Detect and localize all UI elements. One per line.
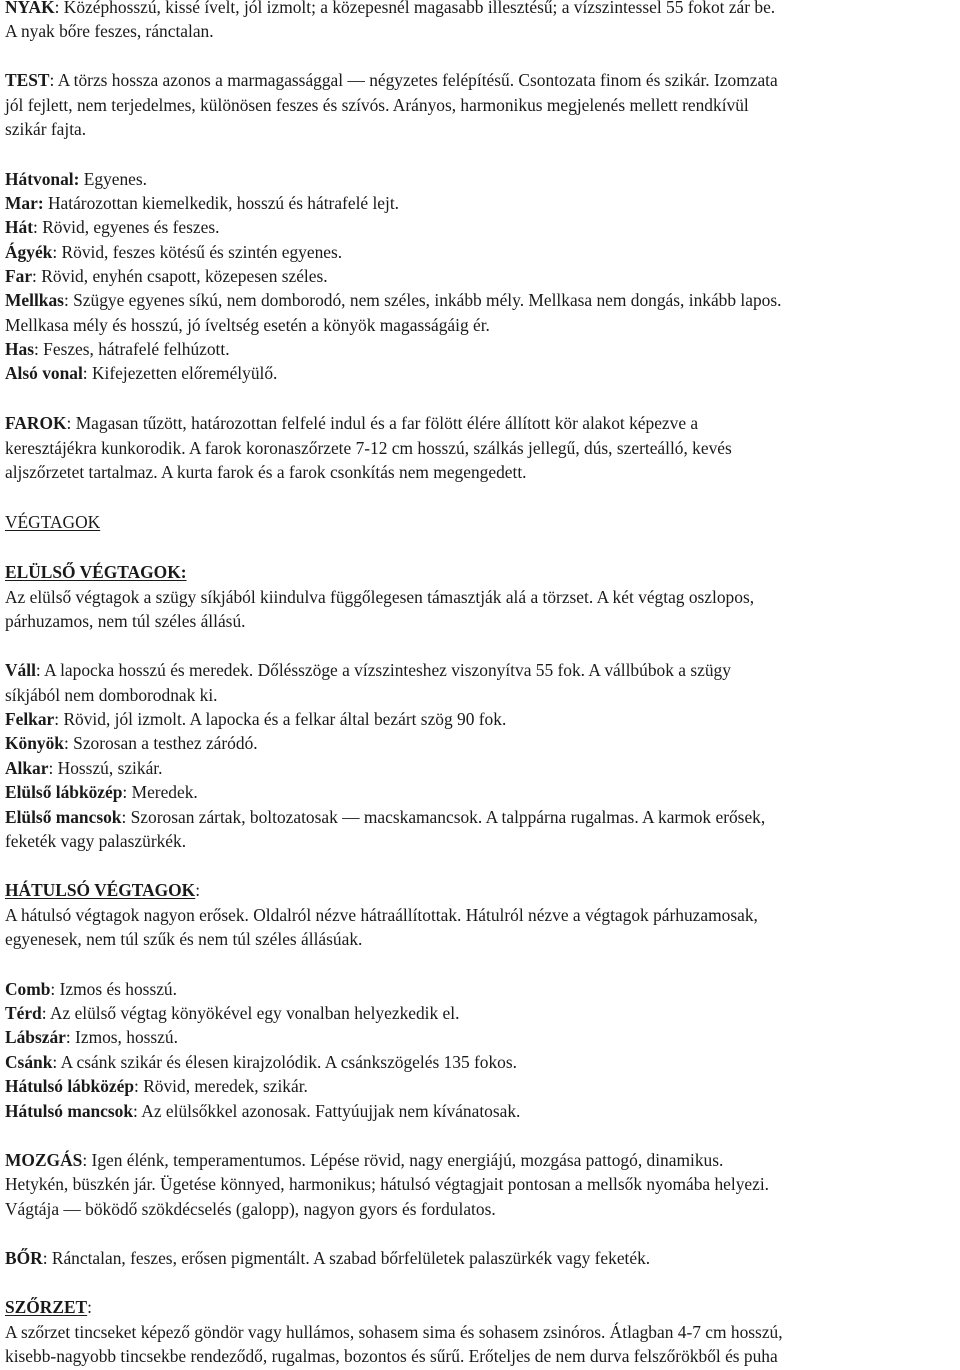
far-line: [5, 264, 328, 289]
mozgas-text: : Igen élénk, temperamentumos. Lépése rövid, nagy energiájú, mozgása pattogó, dinamikus.: [82, 1150, 724, 1170]
hatvonal-line: [5, 167, 147, 192]
mar-line: [5, 191, 399, 216]
has-line: [5, 337, 230, 362]
also-vonal-text: : Kifejezetten előremélyülő.: [82, 363, 278, 383]
hatvonal-label: Hátvonal:: [5, 169, 80, 189]
terd-line: [5, 1001, 459, 1026]
bor-line: [5, 1246, 650, 1271]
elulso-intro-line-1: Az elülső végtagok a szügy síkjából kiindulva függőlegesen támasztják alá a törzset. A két végtag oszlopos,: [5, 587, 755, 607]
szorzet-heading: [5, 1295, 92, 1320]
hatulso-mancsok-text: : Az elülsőkkel azonosak. Fattyúujjak nem kívánatosak.: [133, 1101, 521, 1121]
mozgas-line-3: Vágtája — böködő szökdécselés (galopp), nagyon gyors és fordulatos.: [5, 1199, 496, 1219]
agyek-line: [5, 240, 342, 265]
hat-line: [5, 215, 219, 240]
alkar-label: Alkar: [5, 758, 49, 778]
vegtagok-heading: VÉGTAGOK: [5, 512, 101, 532]
szorzet-line-2: kisebb-nagyobb tincsekbe rendeződő, rugalmas, bozontos és sűrű. Erőteljes de nem durva felszőrökből és puha: [5, 1346, 778, 1366]
csank-line: [5, 1050, 517, 1075]
labszar-text: : Izmos, hosszú.: [65, 1027, 178, 1047]
hat-label: Hát: [5, 217, 34, 237]
szorzet-line-1: A szőrzet tincseket képező göndör vagy hullámos, sohasem sima és sohasem zsinóros. Átlagban 4-7 cm hosszú,: [5, 1322, 783, 1342]
farok-text: : Magasan tűzött, határozottan felfelé indul és a far fölött élére állított kör alakot képezve a: [66, 413, 699, 433]
elulso-labkozep-line: [5, 780, 198, 805]
csank-label: Csánk: [5, 1052, 53, 1072]
mellkas-text: : Szügye egyenes síkú, nem domborodó, nem széles, inkább mély. Mellkasa nem dongás, inkább lapos.: [63, 290, 782, 310]
elulso-mancsok-line-2: feketék vagy palaszürkék.: [5, 831, 187, 851]
also-vonal-label: Alsó vonal: [5, 363, 83, 383]
hatulso-heading-text: HÁTULSÓ VÉGTAGOK: [5, 880, 196, 900]
agyek-label: Ágyék: [5, 242, 53, 262]
elulso-mancsok-text: : Szorosan zártak, boltozatosak — macskamancsok. A talppárna rugalmas. A karmok erősek,: [121, 807, 766, 827]
bor-label: BŐR: [5, 1248, 43, 1268]
agyek-text: : Rövid, feszes kötésű és szintén egyenes.: [52, 242, 343, 262]
alkar-line: [5, 756, 162, 781]
felkar-line: [5, 707, 506, 732]
mellkas-line-1: [5, 288, 781, 313]
mar-text: Határozottan kiemelkedik, hosszú és hátrafelé lejt.: [43, 193, 400, 213]
nyak-line-1: [5, 0, 775, 20]
vall-label: Váll: [5, 660, 36, 680]
test-line-1: [5, 68, 778, 93]
terd-label: Térd: [5, 1003, 42, 1023]
szorzet-heading-colon: :: [87, 1297, 92, 1317]
mozgas-label: MOZGÁS: [5, 1150, 83, 1170]
elulso-heading: ELÜLSŐ VÉGTAGOK:: [5, 562, 187, 582]
hatulso-intro-line-2: egyenesek, nem túl szűk és nem túl széles állásúak.: [5, 929, 363, 949]
labszar-line: [5, 1025, 178, 1050]
hatulso-mancsok-label: Hátulsó mancsok: [5, 1101, 134, 1121]
elulso-labkozep-text: : Meredek.: [122, 782, 198, 802]
elulso-intro-line-2: párhuzamos, nem túl széles állású.: [5, 611, 246, 631]
csank-text: : A csánk szikár és élesen kirajzolódik. A csánkszögelés 135 fokos.: [52, 1052, 517, 1072]
farok-line-2: keresztájékra kunkorodik. A farok koronaszőrzete 7-12 cm hosszú, szálkás jellegű, dús, szerteálló, kevés: [5, 438, 732, 458]
bor-text: : Ránctalan, feszes, erősen pigmentált. A szabad bőrfelületek palaszürkék vagy feketék.: [42, 1248, 651, 1268]
elulso-mancsok-line-1: [5, 805, 765, 830]
also-vonal-line: [5, 361, 277, 386]
test-text: : A törzs hossza azonos a marmagassággal — négyzetes felépítésű. Csontozata finom és szikár. Izomzata: [49, 70, 778, 90]
test-line-2: jól fejlett, nem terjedelmes, különösen feszes és szívós. Arányos, harmonikus megjelenés mellett rendkívül: [5, 95, 749, 115]
hatulso-labkozep-text: : Rövid, meredek, szikár.: [134, 1076, 308, 1096]
farok-label: FAROK: [5, 413, 67, 433]
nyak-label: NYAK: [5, 0, 55, 17]
felkar-label: Felkar: [5, 709, 55, 729]
has-label: Has: [5, 339, 34, 359]
labszar-label: Lábszár: [5, 1027, 66, 1047]
comb-label: Comb: [5, 979, 51, 999]
nyak-line-2: A nyak bőre feszes, ránctalan.: [5, 21, 214, 41]
hatulso-labkozep-line: [5, 1074, 308, 1099]
farok-line-1: [5, 411, 698, 436]
comb-line: [5, 977, 177, 1002]
konyok-line: [5, 731, 258, 756]
mellkas-line-2: Mellkasa mély és hosszú, jó íveltség esetén a könyök magasságáig ér.: [5, 315, 490, 335]
vall-line-2: síkjából nem domborodnak ki.: [5, 685, 218, 705]
vall-line-1: [5, 658, 731, 683]
hatulso-mancsok-line: [5, 1099, 520, 1124]
hatulso-heading-colon: :: [195, 880, 201, 900]
nyak-text: : Középhosszú, kissé ívelt, jól izmolt; a közepesnél magasabb illesztésű; a vízszintessel 55 fokot zár be.: [54, 0, 776, 17]
terd-text: : Az elülső végtag könyökével egy vonalban helyezkedik el.: [41, 1003, 460, 1023]
has-text: : Feszes, hátrafelé felhúzott.: [34, 339, 230, 359]
mellkas-label: Mellkas: [5, 290, 64, 310]
hatvonal-text: Egyenes.: [79, 169, 148, 189]
vall-text: : A lapocka hosszú és meredek. Dőlésszöge a vízszinteshez viszonyítva 55 fok. A vállbúbok a szügy: [35, 660, 731, 680]
konyok-text: : Szorosan a testhez záródó.: [63, 733, 258, 753]
far-label: Far: [5, 266, 33, 286]
test-line-3: szikár fajta.: [5, 119, 87, 139]
felkar-text: : Rövid, jól izmolt. A lapocka és a felkar által bezárt szög 90 fok.: [54, 709, 507, 729]
konyok-label: Könyök: [5, 733, 64, 753]
alkar-text: : Hosszú, szikár.: [48, 758, 163, 778]
mozgas-line-1: [5, 1148, 723, 1173]
far-text: : Rövid, enyhén csapott, közepesen széles.: [32, 266, 328, 286]
mar-label: Mar:: [5, 193, 44, 213]
hat-text: : Rövid, egyenes és feszes.: [33, 217, 220, 237]
farok-line-3: aljszőrzetet tartalmaz. A kurta farok és a farok csonkítás nem megengedett.: [5, 462, 527, 482]
szorzet-heading-text: SZŐRZET: [5, 1297, 88, 1317]
elulso-mancsok-label: Elülső mancsok: [5, 807, 122, 827]
mozgas-line-2: Hetykén, büszkén jár. Ügetése könnyed, harmonikus; hátulsó végtagjait pontosan a mellsők nyomába helyezi.: [5, 1174, 770, 1194]
test-label: TEST: [5, 70, 50, 90]
comb-text: : Izmos és hosszú.: [50, 979, 177, 999]
hatulso-labkozep-label: Hátulsó lábközép: [5, 1076, 135, 1096]
hatulso-intro-line-1: A hátulsó végtagok nagyon erősek. Oldalról nézve hátraállítottak. Hátulról nézve a végtagok párhuzamosak,: [5, 905, 758, 925]
hatulso-heading: [5, 878, 200, 903]
elulso-labkozep-label: Elülső lábközép: [5, 782, 123, 802]
